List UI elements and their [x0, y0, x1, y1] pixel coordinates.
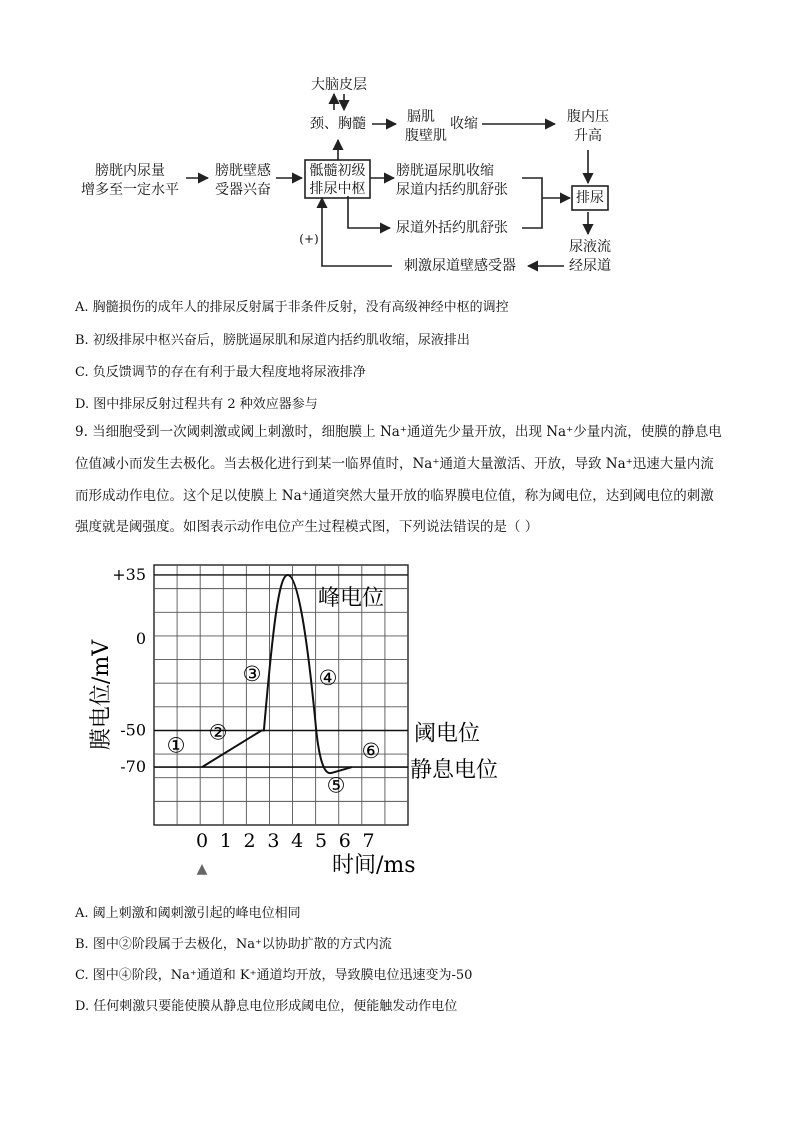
flow-center-2: 排尿中枢 — [309, 181, 366, 197]
x-axis-label: 时间/ms — [332, 853, 416, 878]
flow-cortex: 大脑皮层 — [311, 77, 367, 93]
x-tick-label: 5 — [314, 830, 328, 852]
y-tick-label: 0 — [135, 629, 146, 648]
flow-start-2: 增多至一定水平 — [81, 182, 179, 198]
action-potential-chart — [70, 555, 530, 890]
flow-positive-sign: (+) — [299, 232, 319, 246]
q9-option-a: A. 阈上刺激和阈刺激引起的峰电位相同 — [75, 906, 301, 921]
q9-option-c: C. 图中④阶段，Na⁺通道和 K⁺通道均开放，导致膜电位迅速变为-50 — [75, 968, 473, 983]
flow-stimulate: 刺激尿道壁感受器 — [404, 258, 516, 274]
flow-start-1: 膀胱内尿量 — [95, 163, 165, 179]
q8-option-d: D. 图中排尿反射过程共有 2 种效应器参与 — [75, 397, 318, 412]
flow-center-1: 骶髓初级 — [309, 163, 366, 179]
flow-muscle-abdominal: 腹壁肌 — [405, 128, 447, 144]
q9-line-1: 9. 当细胞受到一次阈刺激或阈上刺激时，细胞膜上 Na⁺通道先少量开放，出现 Na⁺少量内流，使膜的静息电 — [75, 424, 722, 440]
y-axis-label: 膜电位/mV — [89, 639, 114, 751]
chart-annotations — [167, 586, 498, 798]
resting-potential-label: 静息电位 — [410, 758, 499, 784]
x-tick-label: 1 — [219, 830, 232, 852]
q9-line-3: 而形成动作电位。这个足以使膜上 Na⁺通道突然大量开放的临界膜电位值，称为阈电位，达到阈电位的刺激 — [75, 488, 714, 504]
flow-urinate: 排尿 — [576, 190, 604, 206]
flow-receptor-2: 受器兴奋 — [215, 182, 271, 198]
q9-option-b: B. 图中②阶段属于去极化，Na⁺以协助扩散的方式内流 — [75, 937, 392, 952]
q8-option-c: C. 负反馈调节的存在有利于最大程度地将尿液排净 — [75, 365, 366, 380]
x-tick-label: 0 — [195, 830, 209, 852]
stage-label: ③ — [242, 662, 262, 687]
y-tick-label: +35 — [112, 564, 146, 584]
stage-label: ① — [166, 733, 186, 758]
x-tick-label: 7 — [362, 830, 375, 852]
y-tick-label: -70 — [120, 757, 146, 777]
stage-label: ② — [208, 720, 228, 745]
threshold-potential-label: 阈电位 — [414, 721, 481, 747]
flow-effector-3: 尿道外括约肌舒张 — [396, 220, 508, 236]
flow-urine-2: 经尿道 — [569, 258, 611, 274]
q8-option-b: B. 初级排尿中枢兴奋后，膀胱逼尿肌和尿道内括约肌收缩，尿液排出 — [75, 333, 470, 348]
peak-potential-label: 峰电位 — [318, 585, 385, 611]
q8-option-a: A. 胸髓损伤的成年人的排尿反射属于非条件反射，没有高级神经中枢的调控 — [75, 300, 509, 315]
flow-muscle-diaphragm: 膈肌 — [407, 109, 435, 125]
q9-option-d: D. 任何刺激只要能使膜从静息电位形成阈电位，便能触发动作电位 — [75, 999, 458, 1014]
x-tick-label: 2 — [243, 830, 256, 852]
x-tick-label: 4 — [291, 830, 304, 852]
flow-pressure-2: 升高 — [574, 128, 602, 144]
flow-urine-1: 尿液流 — [569, 239, 611, 255]
flow-receptor-1: 膀胱壁感 — [215, 163, 271, 179]
stage-label: ④ — [318, 665, 338, 690]
q9-line-4: 强度就是阈强度。如图表示动作电位产生过程模式图，下列说法错误的是（ ） — [75, 519, 539, 535]
flow-contract: 收缩 — [450, 116, 478, 132]
flow-spinal: 颈、胸髓 — [310, 116, 366, 132]
stage-label: ⑤ — [326, 773, 346, 798]
x-tick-label: 6 — [338, 830, 351, 852]
flow-arrows — [0, 0, 794, 300]
flow-effector-2: 尿道内括约肌舒张 — [396, 182, 508, 198]
q9-line-2: 位值减小而发生去极化。当去极化进行到某一临界值时，Na⁺通道大量激活、开放，导致 Na⁺迅速大量内流 — [75, 456, 714, 472]
stimulus-marker: ▲ — [196, 861, 208, 877]
flow-pressure-1: 腹内压 — [567, 109, 609, 125]
x-tick-label: 3 — [267, 830, 280, 852]
flow-effector-1: 膀胱逼尿肌收缩 — [396, 163, 494, 179]
stage-label: ⑥ — [361, 738, 381, 763]
y-tick-label: -50 — [120, 720, 146, 740]
